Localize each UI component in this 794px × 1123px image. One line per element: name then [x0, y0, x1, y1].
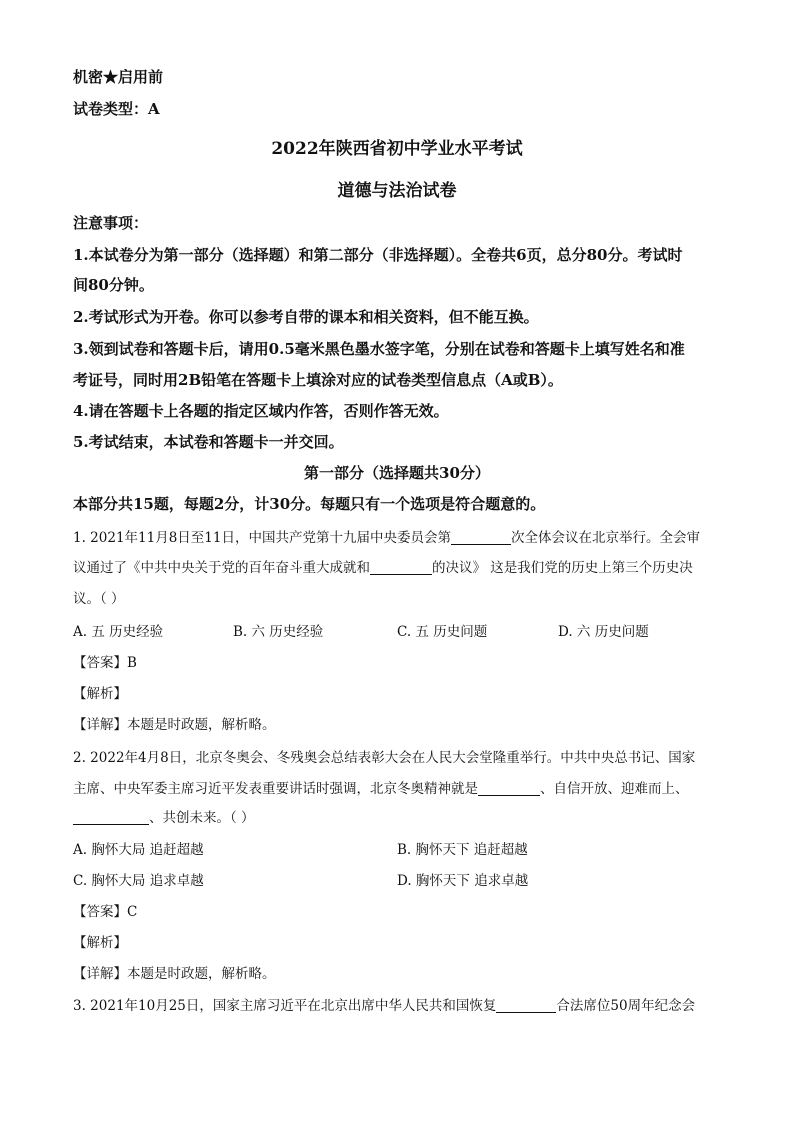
- note-item-1-cont: 间80分钟。: [73, 276, 154, 294]
- q1-option-b: B. 六 历史经验: [233, 624, 324, 640]
- note-item-5: 5.考试结束，本试卷和答题卡一并交回。: [73, 433, 344, 451]
- q3-blank-1: [496, 999, 556, 1014]
- part1-intro: 本部分共15题，每题2分，计30分。每题只有一个选项是符合题意的。: [73, 495, 546, 513]
- part1-heading: 第一部分（选择题共30分）: [304, 464, 490, 482]
- q2-option-d: D. 胸怀天下 追求卓越: [397, 873, 529, 889]
- q1-detail-text: 本题是时政题，解析略。: [127, 717, 276, 733]
- exam-subtitle: 道德与法治试卷: [337, 181, 457, 201]
- q2-answer-value: C: [127, 904, 138, 920]
- q2-blank-2: [73, 811, 149, 826]
- q1-answer: [73, 651, 137, 671]
- q2-option-c: C. 胸怀大局 追求卓越: [73, 873, 204, 889]
- q2-answer-tag: 【答案】: [73, 904, 127, 920]
- q2-detail-text: 本题是时政题，解析略。: [127, 966, 276, 982]
- q3-text-a: 3. 2021年10月25日，国家主席习近平在北京出席中华人民共和国恢复: [73, 998, 497, 1014]
- q2-line-1: 2. 2022年4月8日，北京冬奥会、冬残奥会总结表彰大会在人民大会堂隆重举行。中共中央总书记、国家: [73, 750, 696, 766]
- q1-detail-tag: 【详解】: [73, 717, 127, 733]
- note-item-3: 3.领到试卷和答题卡后，请用0.5毫米黑色墨水签字笔，分别在试卷和答题卡上填写姓名和准: [73, 340, 685, 358]
- note-item-2: 2.考试形式为开卷。你可以参考自带的课本和相关资料，但不能互换。: [73, 308, 539, 326]
- q1-line-2: [73, 556, 693, 576]
- q1-analysis-tag: 【解析】: [73, 686, 127, 702]
- note-item-3-cont: 考证号，同时用2B铅笔在答题卡上填涂对应的试卷类型信息点（A或B）。: [73, 371, 563, 389]
- q3-text-b: 合法席位50周年纪念会: [556, 998, 696, 1014]
- q2-text-a: 主席、中央军委主席习近平发表重要讲话时强调，北京冬奥精神就是: [73, 781, 478, 797]
- q1-answer-value: B: [127, 655, 137, 671]
- q2-text-b: 、自信开放、迎难而上、: [540, 781, 689, 797]
- confidential-label: 机密★启用前: [73, 68, 164, 86]
- note-item-4: 4.请在答题卡上各题的指定区域内作答，否则作答无效。: [73, 402, 449, 420]
- q1-text-d: 的决议》 这是我们党的历史上第三个历史决: [432, 560, 693, 576]
- q1-blank-1: [451, 531, 511, 546]
- q2-answer: [73, 900, 137, 920]
- q2-option-b: B. 胸怀天下 追赶超越: [397, 842, 528, 858]
- note-item-1: 1.本试卷分为第一部分（选择题）和第二部分（非选择题）。全卷共6页，总分80分。考试时: [73, 246, 683, 264]
- q2-line-2: [73, 777, 689, 797]
- q1-line-3: 议。（ ）: [73, 591, 125, 607]
- q3-line-1: [73, 994, 695, 1014]
- q2-detail-tag: 【详解】: [73, 966, 127, 982]
- q1-text-b: 次全体会议在北京举行。全会审: [510, 530, 700, 546]
- q1-option-c: C. 五 历史问题: [397, 624, 488, 640]
- q2-text-c: 、共创未来。（ ）: [149, 810, 255, 826]
- q1-detail: [73, 713, 276, 733]
- q2-detail: [73, 962, 276, 982]
- q2-line-3: [73, 806, 255, 826]
- paper-type-label: 试卷类型：A: [73, 100, 160, 118]
- q1-line-1: [73, 526, 700, 546]
- notes-heading: 注意事项：: [73, 214, 149, 232]
- q1-option-a: A. 五 历史经验: [73, 624, 164, 640]
- q1-answer-tag: 【答案】: [73, 655, 127, 671]
- exam-title: 2022年陕西省初中学业水平考试: [271, 139, 523, 159]
- q2-option-a: A. 胸怀大局 追赶超越: [73, 842, 204, 858]
- q2-blank-1: [478, 782, 540, 797]
- q2-analysis-tag: 【解析】: [73, 935, 127, 951]
- q1-text-a: 1. 2021年11月8日至11日，中国共产党第十九届中央委员会第: [73, 530, 451, 546]
- q1-option-d: D. 六 历史问题: [558, 624, 649, 640]
- q1-blank-2: [370, 561, 432, 576]
- q1-text-c: 议通过了《中共中央关于党的百年奋斗重大成就和: [73, 560, 370, 576]
